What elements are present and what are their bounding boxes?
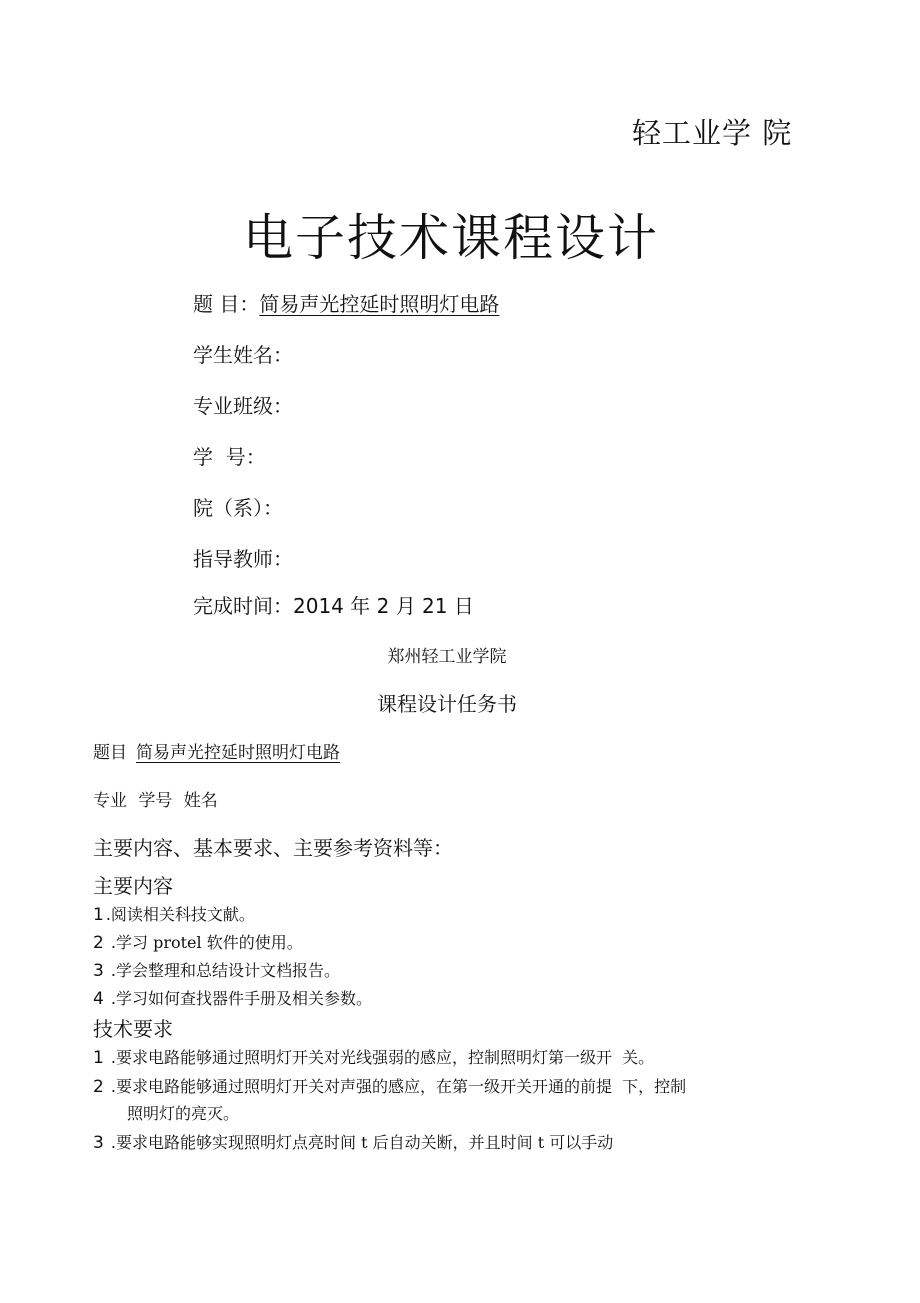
list-item <box>93 1074 686 1097</box>
content-heading: 主要内容 <box>93 874 173 898</box>
department-row <box>193 492 283 521</box>
list-item-text: .学习 protel 软件的使用。 <box>105 933 303 952</box>
task-topic-label: 题目 <box>93 743 127 763</box>
major-id-name-line: 专业 学号 姓名 <box>93 791 218 811</box>
title-value: 简易声光控延时照明灯电路 <box>259 292 500 316</box>
list-item-number: 2 <box>93 1077 104 1097</box>
list-item-number: 1 <box>93 1048 104 1068</box>
student-id-row <box>193 441 266 470</box>
list-item-text: .要求电路能够实现照明灯点亮时间 t 后自动关断，并且时间 t 可以手动 <box>105 1133 614 1152</box>
list-item-text: .阅读相关科技文献。 <box>105 905 255 924</box>
list-item <box>93 986 372 1009</box>
list-item-number: 3 <box>93 961 104 981</box>
requirements-heading: 主要内容、基本要求、主要参考资料等： <box>93 836 453 860</box>
student-id-label: 学 号： <box>193 445 266 469</box>
cover-title-row <box>193 288 499 317</box>
task-topic-value: 简易声光控延时照明灯电路 <box>136 743 340 763</box>
teacher-label: 指导教师： <box>193 547 293 571</box>
department-label: 院（系）： <box>193 496 283 520</box>
list-item <box>93 1045 654 1068</box>
list-item-text: .学习如何查找器件手册及相关参数。 <box>105 989 373 1008</box>
task-topic-row <box>93 738 340 763</box>
list-item-number: 3 <box>93 1133 104 1153</box>
list-item-number: 4 <box>93 989 104 1009</box>
list-item <box>93 902 255 925</box>
tech-requirements-heading: 技术要求 <box>93 1017 173 1041</box>
completion-date-label: 完成时间： <box>193 594 293 618</box>
list-item-text: .学会整理和总结设计文档报告。 <box>105 961 341 980</box>
list-item-number: 2 <box>93 933 104 953</box>
school-name: 轻工业学 院 <box>632 116 793 150</box>
list-item <box>93 958 340 981</box>
list-item-number: 1 <box>93 905 104 925</box>
taskbook-heading: 课程设计任务书 <box>377 692 517 716</box>
document-title: 电子技术课程设计 <box>243 209 659 267</box>
completion-date-value: 2014 年 2 月 21 日 <box>293 594 474 618</box>
completion-date-row <box>193 590 474 619</box>
student-name-row <box>193 339 293 368</box>
title-label: 题 目： <box>193 292 260 316</box>
teacher-row <box>193 543 293 572</box>
list-item <box>93 930 303 953</box>
student-name-label: 学生姓名： <box>193 343 293 367</box>
list-item-continuation: 照明灯的亮灭。 <box>127 1104 240 1123</box>
list-item-text: .要求电路能够通过照明灯开关对声强的感应，在第一级开关开通的前提 下，控制 <box>105 1077 687 1096</box>
university-name: 郑州轻工业学院 <box>387 647 507 667</box>
list-item <box>93 1130 613 1153</box>
list-item-text: .要求电路能够通过照明灯开关对光线强弱的感应，控制照明灯第一级开 关。 <box>105 1048 655 1067</box>
class-label: 专业班级： <box>193 394 293 418</box>
class-row <box>193 390 293 419</box>
